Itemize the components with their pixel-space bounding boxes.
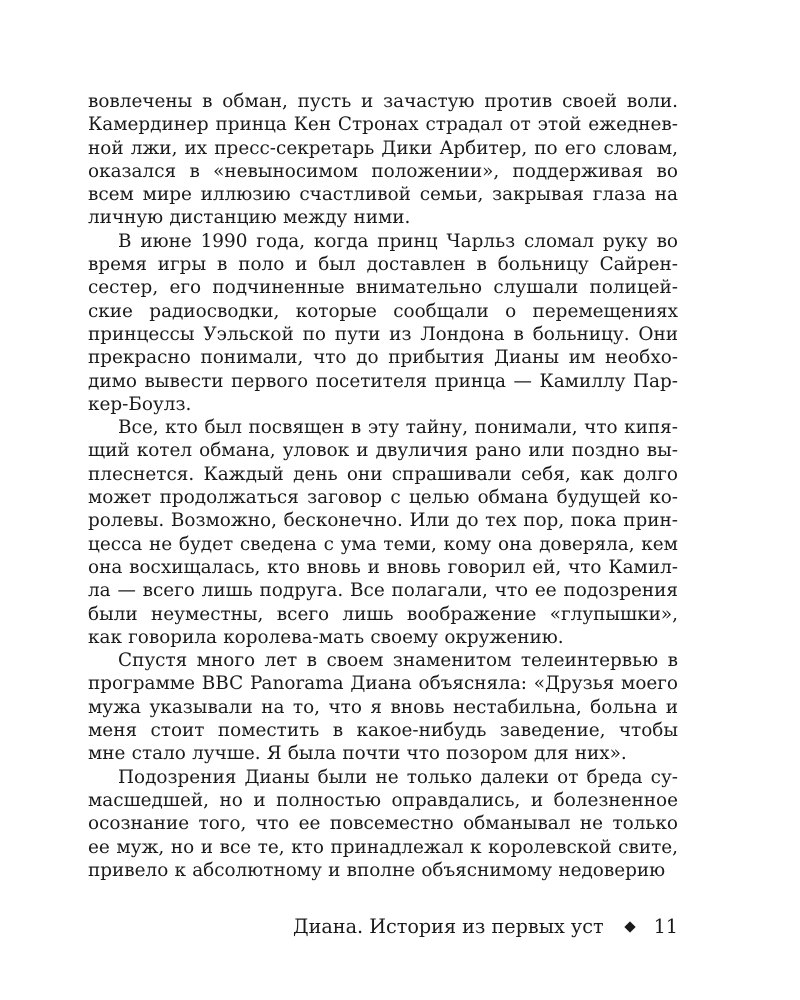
paragraph-5: Подозрения Дианы были не только далеки от бреда сумасшедшей, но и полностью оправдались, и болезненное осознание того, что ее повсеместно обманывал не только ее муж, но и все те, кто принадлежал к королевской свите, привело к абсолютному и вполне объяснимому недоверию: [88, 766, 678, 881]
body-text: [88, 90, 678, 882]
paragraph-1: вовлечены в обман, пусть и зачастую против своей воли. Камердинер принца Кен Стронах страдал от этой ежедневной лжи, их пресс-секретарь Дики Арбитер, по его словам, оказался в «невыносимом положении», поддерживая во всем мире иллюзию счастливой семьи, закрывая глаза на личную дистанцию между ними.: [88, 91, 678, 229]
diamond-bullet-icon: [624, 921, 635, 932]
paragraph-3: Все, кто был посвящен в эту тайну, понимали, что кипящий котел обмана, уловок и двуличия рано или поздно выплеснется. Каждый день они спрашивали себя, как долго может продолжаться заговор с целью обмана будущей королевы. Возможно, бесконечно. Или до тех пор, пока принцесса не будет сведена с ума теми, кому она доверяла, кем она восхищалась, кто вновь и вновь говорил ей, что Камилла — всего лишь подруга. Все полагали, что ее подозрения были неуместны, всего лишь воображение «глупышки», как говорила королева-мать своему окружению.: [88, 417, 678, 648]
page-footer: [88, 912, 678, 942]
book-page: [88, 90, 678, 950]
paragraph-4: Спустя много лет в своем знаменитом телеинтервью в программе BBC Panorama Диана объясняла: «Друзья моего мужа указывали на то, что я вновь нестабильна, больна и меня стоит поместить в какое-нибудь заведение, чтобы мне стало лучше. Я была почти что позором для них».: [88, 650, 678, 765]
running-title: Диана. История из первых уст: [292, 915, 604, 939]
paragraph-2: В июне 1990 года, когда принц Чарльз сломал руку во время игры в поло и был доставлен в больницу Сайренсестер, его подчиненные внимательно слушали полицейские радиосводки, которые сообщали о перемещениях принцессы Уэльской по пути из Лондона в больницу. Они прекрасно понимали, что до прибытия Дианы им необходимо вывести первого посетителя принца — Камиллу Паркер-Боулз.: [88, 230, 678, 415]
page-number: 11: [653, 915, 678, 939]
